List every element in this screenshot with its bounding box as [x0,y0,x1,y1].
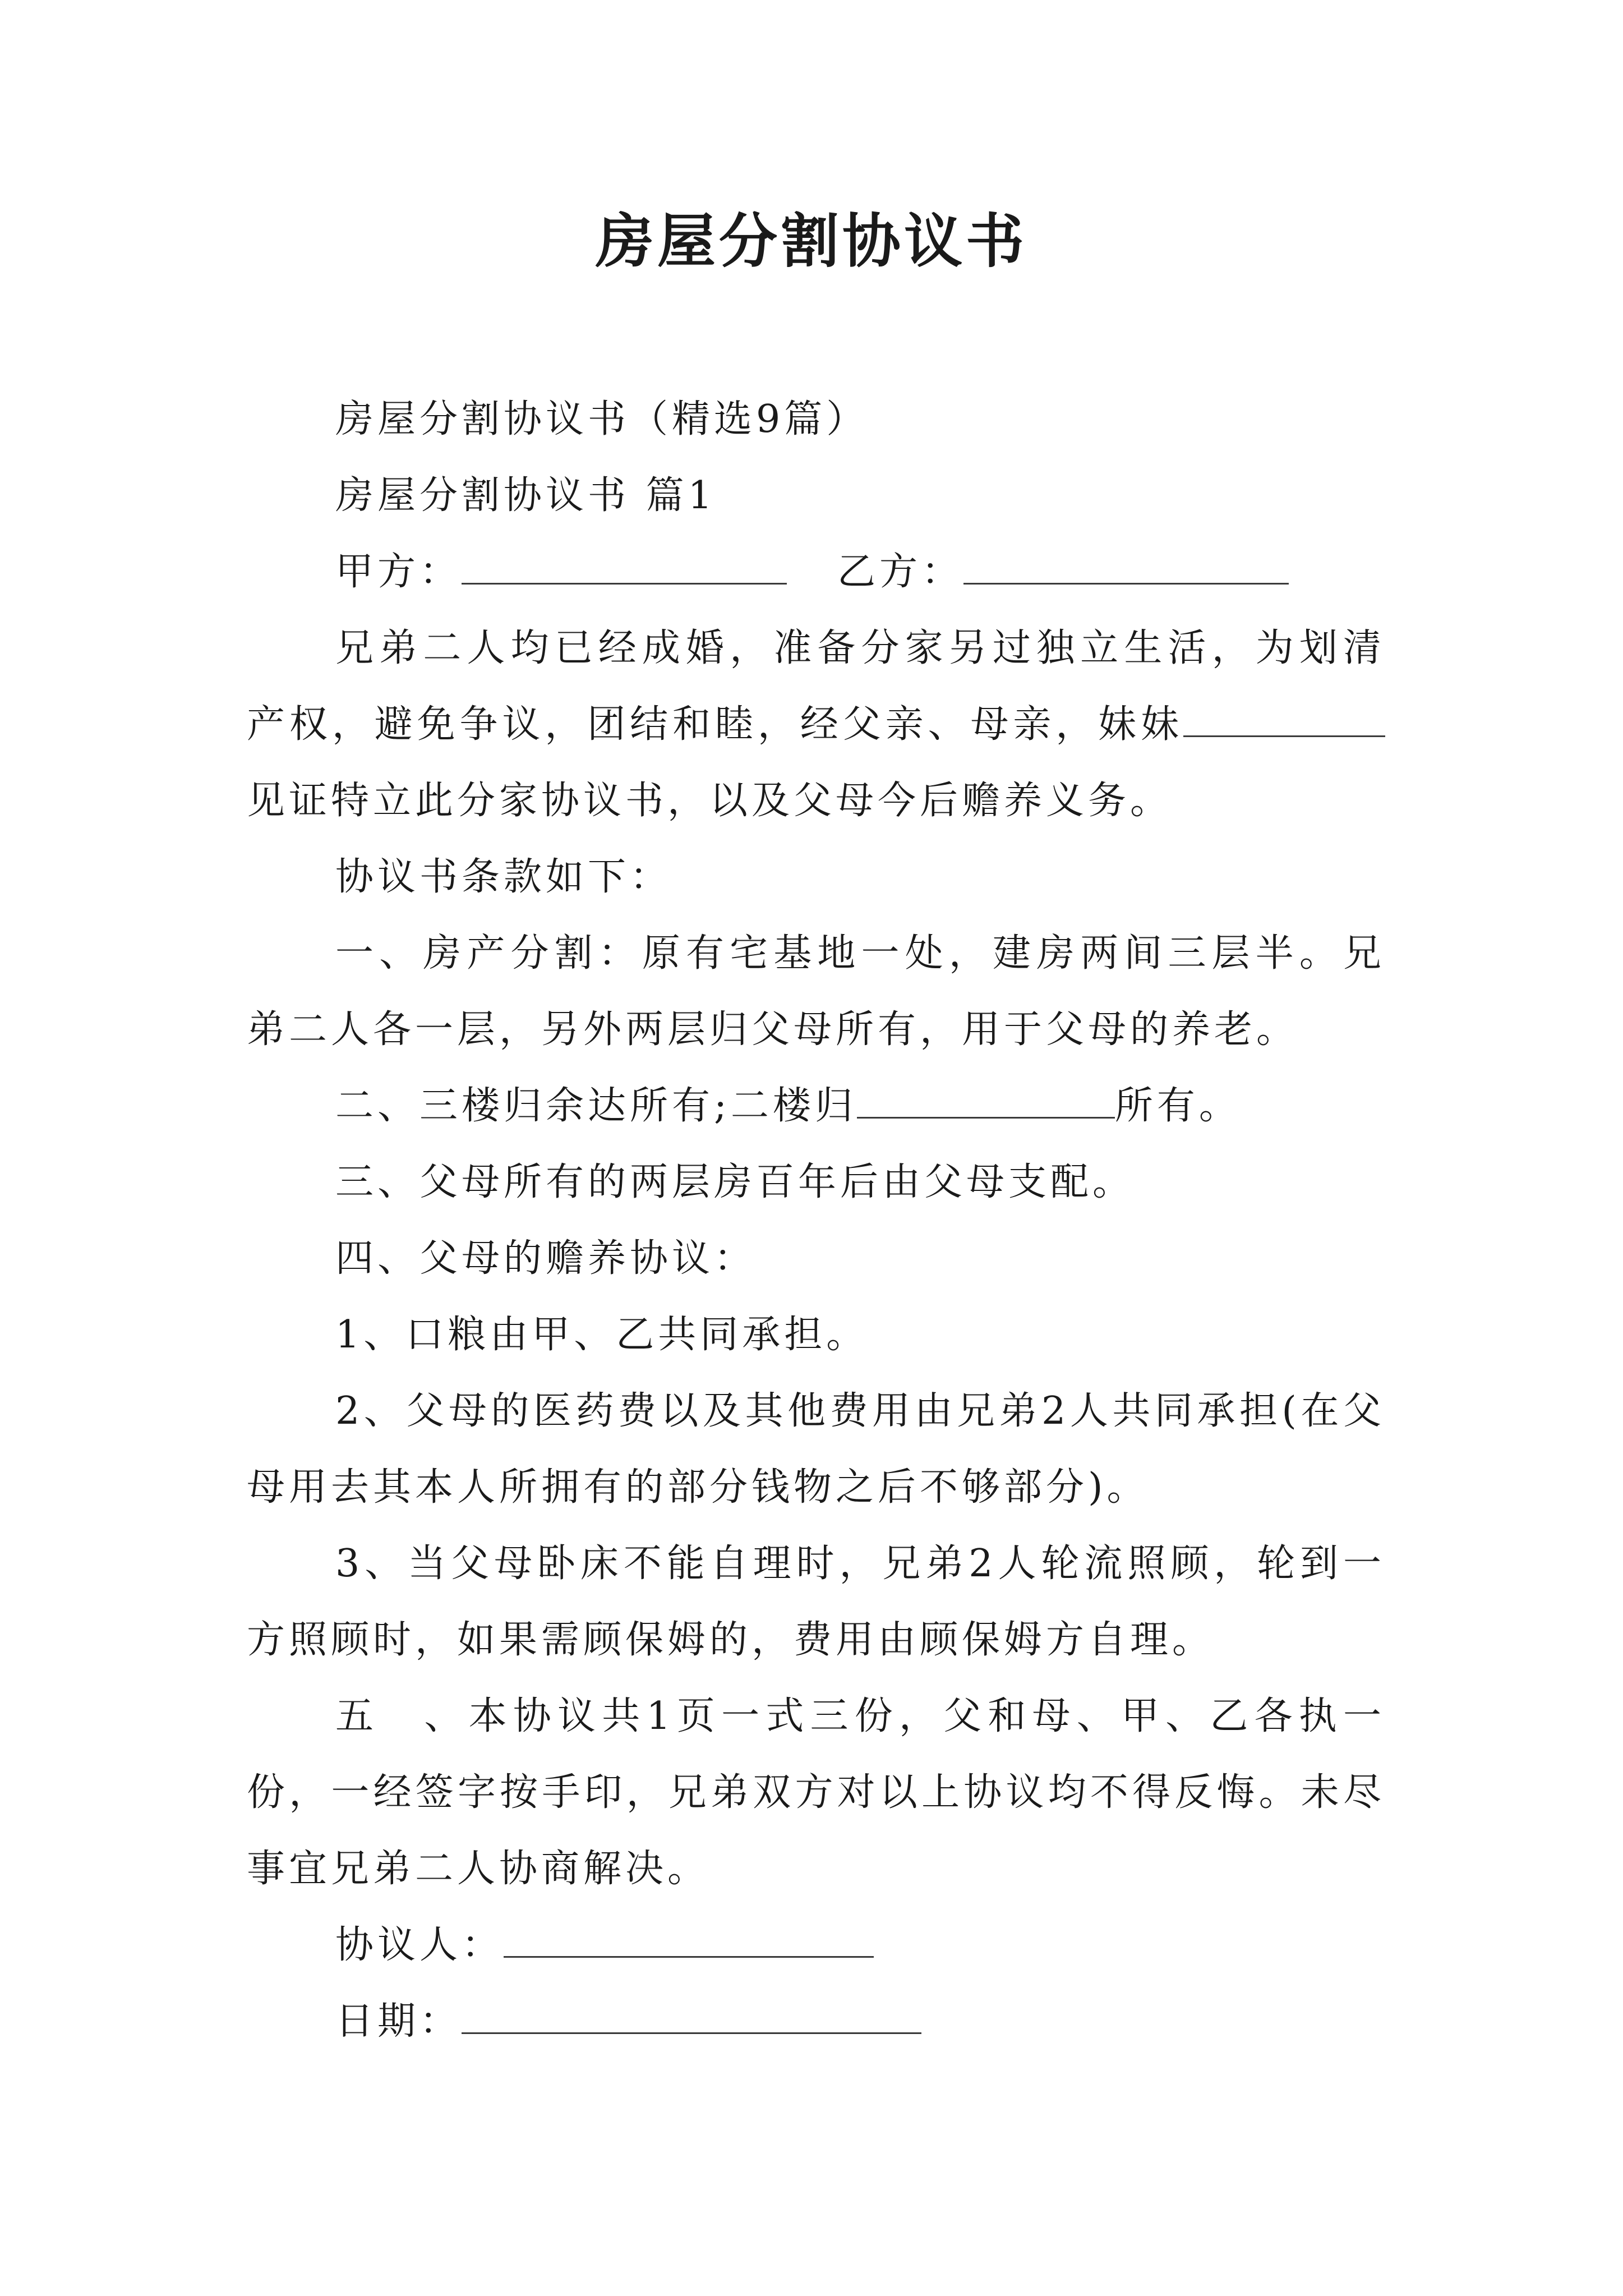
party-b-blank[interactable] [963,549,1289,585]
parties-line [247,534,1385,610]
party-a-blank[interactable] [462,549,787,585]
term-2 [247,1068,1385,1144]
signer-line [247,1907,1385,1984]
item-1: 1、口粮由甲、乙共同承担。 [335,1313,869,1357]
date-blank[interactable] [462,1998,921,2034]
party-b-label: 乙方： [837,550,964,594]
date-label: 日期： [335,1999,462,2044]
intro-text-1: 兄弟二人均已经成婚，准备分家另过独立生活，为划清产权，避免争议，团结和睦，经父亲、母亲，妹妹 [247,626,1385,747]
signer-label: 协议人： [335,1923,504,1967]
item-2: 2、父母的医药费以及其他费用由兄弟2人共同承担(在父母用去其本人所拥有的部分钱物之后不够部分)。 [247,1389,1385,1510]
document-body [247,381,1385,2060]
term-3: 三、父母所有的两层房百年后由父母支配。 [335,1160,1135,1204]
term-1: 一、房产分割：原有宅基地一处，建房两间三层半。兄弟二人各一层，另外两层归父母所有，用于父母的养老。 [247,931,1385,1052]
date-line [247,1984,1385,2060]
document-title: 房屋分割协议书 [595,207,1027,275]
second-floor-owner-blank[interactable] [857,1083,1115,1119]
term-2-after: 所有。 [1114,1084,1241,1128]
term-4: 四、父母的赡养协议： [335,1236,757,1281]
party-a-label: 甲方： [335,550,462,594]
signer-blank[interactable] [504,1922,874,1958]
term-5: 五 、本协议共1页一式三份，父和母、甲、乙各执一份，一经签字按手印，兄弟双方对以上协议均不得反悔。未尽事宜兄弟二人协商解决。 [247,1694,1385,1891]
intro-text-2: 见证特立此分家协议书，以及父母今后赡养义务。 [247,779,1173,823]
section-heading: 房屋分割协议书 篇1 [335,473,716,518]
term-2-before: 二、三楼归余达所有;二楼归 [335,1084,857,1128]
subtitle: 房屋分割协议书（精选9篇） [335,397,869,441]
item-3: 3、当父母卧床不能自理时，兄弟2人轮流照顾，轮到一方照顾时，如果需顾保姆的，费用由顾保姆方自理。 [247,1542,1385,1662]
terms-heading: 协议书条款如下： [335,855,672,899]
witness-blank[interactable] [1183,701,1385,737]
intro-paragraph [247,610,1385,839]
